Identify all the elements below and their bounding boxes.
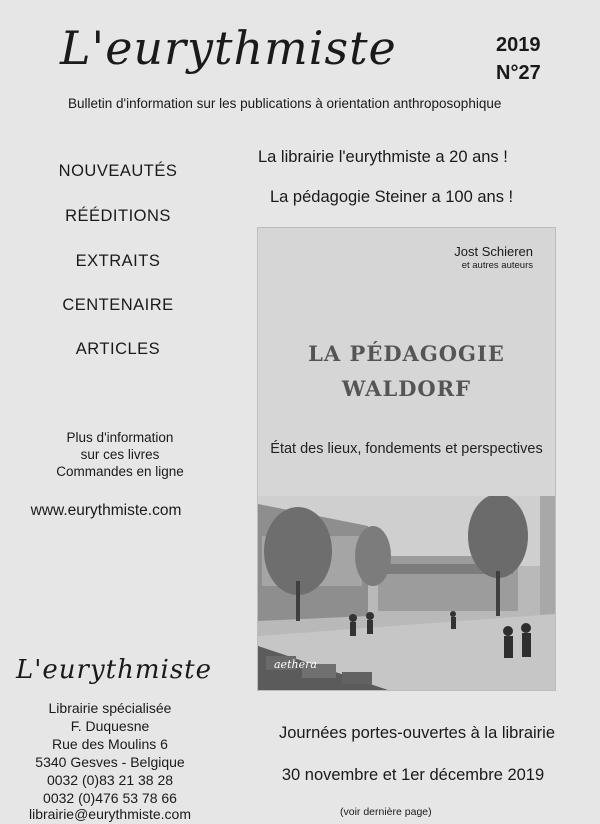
- info-line: Commandes en ligne: [56, 464, 184, 479]
- address-line: Librairie spécialisée: [48, 700, 172, 716]
- info-line: Plus d'information: [66, 430, 174, 445]
- book-subtitle: État des lieux, fondements et perspectives: [270, 441, 543, 457]
- book-cover[interactable]: [257, 227, 556, 691]
- phone-line: 0032 (0)83 21 38 28: [46, 772, 174, 788]
- brand-logo: L'eurythmiste: [60, 21, 397, 75]
- footer-logo: L'eurythmiste: [16, 655, 213, 685]
- issue-year: 2019: [496, 34, 541, 56]
- bulletin-subtitle: Bulletin d'information sur les publications à orientation anthroposophique: [68, 96, 502, 111]
- see-last-page-note: (voir dernière page): [340, 806, 432, 818]
- nav-item-articles[interactable]: ARTICLES: [75, 340, 161, 358]
- phone-line: 0032 (0)476 53 78 66: [43, 790, 177, 806]
- address-line: F. Duquesne: [70, 718, 150, 734]
- open-house-title: Journées portes-ouvertes à la librairie: [278, 724, 556, 742]
- book-title-line1: LA PÉDAGOGIE: [308, 341, 505, 366]
- announcement-centenary: La pédagogie Steiner a 100 ans !: [270, 188, 514, 206]
- nav-item-nouveautes[interactable]: NOUVEAUTÉS: [58, 162, 178, 180]
- nav-item-centenaire[interactable]: CENTENAIRE: [62, 296, 174, 314]
- publisher-logo: aethera: [274, 658, 317, 671]
- announcement-anniversary: La librairie l'eurythmiste a 20 ans !: [258, 148, 508, 166]
- nav-item-extraits[interactable]: EXTRAITS: [75, 252, 161, 270]
- issue-number: N°27: [496, 62, 541, 84]
- website-link[interactable]: www.eurythmiste.com: [30, 502, 182, 519]
- address-line: 5340 Gesves - Belgique: [35, 754, 185, 770]
- book-coauthors: et autres auteurs: [461, 260, 533, 271]
- book-title-line2: WALDORF: [341, 376, 472, 401]
- email-link[interactable]: librairie@eurythmiste.com: [28, 806, 192, 822]
- book-author: Jost Schieren: [454, 244, 533, 259]
- address-line: Rue des Moulins 6: [52, 736, 168, 752]
- open-house-dates: 30 novembre et 1er décembre 2019: [281, 766, 545, 784]
- info-line: sur ces livres: [80, 447, 160, 462]
- nav-item-reeditions[interactable]: RÉÉDITIONS: [65, 207, 171, 225]
